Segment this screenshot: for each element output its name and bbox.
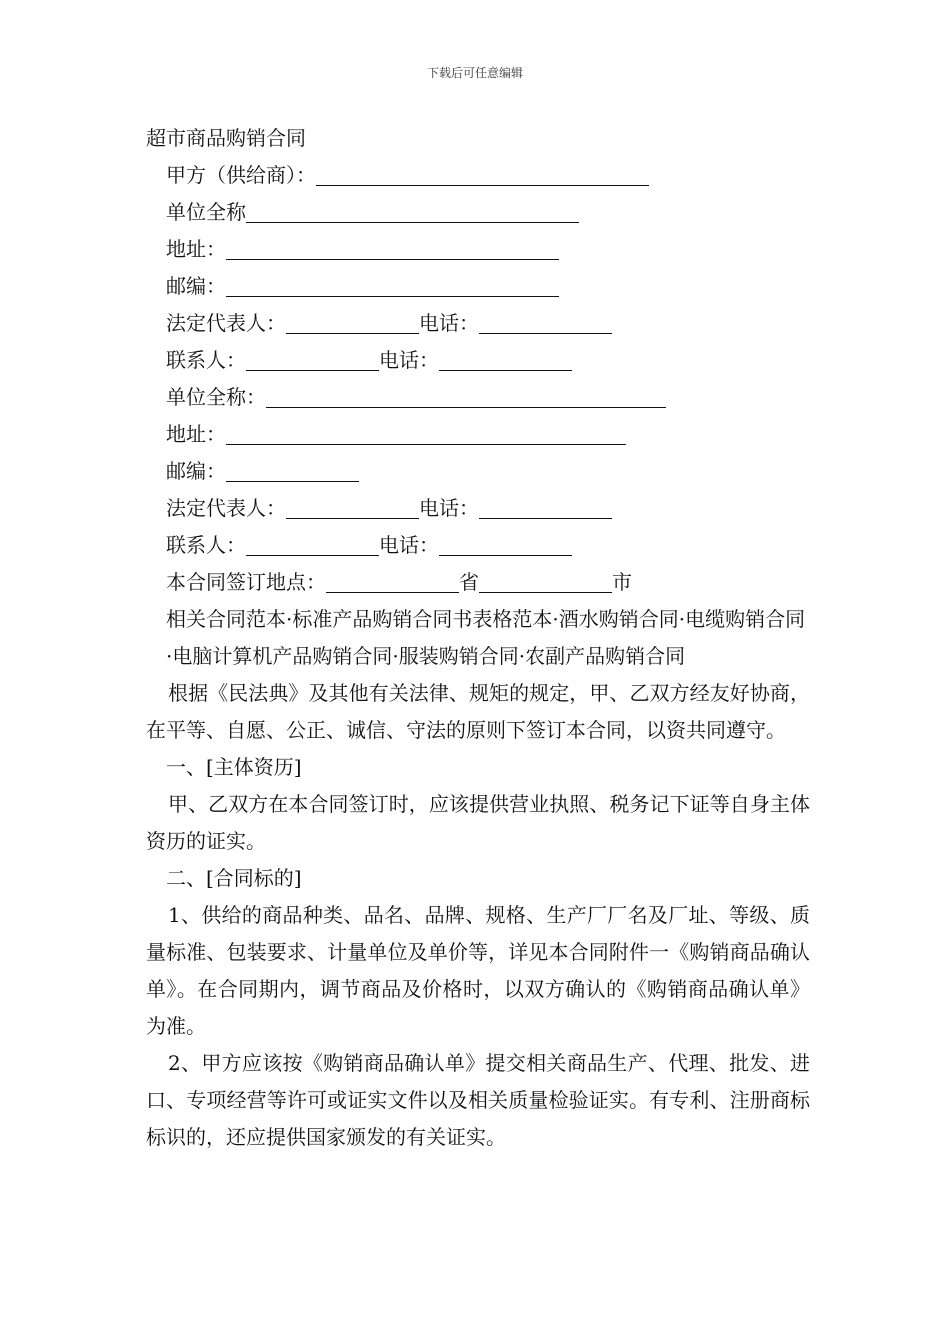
unit-name-blank[interactable] xyxy=(266,383,666,408)
contact-phone-label: 电话： xyxy=(379,348,439,372)
phone-label: 电话： xyxy=(419,496,479,520)
unit-name-blank[interactable] xyxy=(246,198,579,223)
party-b-legal-rep-line xyxy=(146,490,810,527)
contact-label: 联系人： xyxy=(166,348,246,372)
contact-phone-label: 电话： xyxy=(379,533,439,557)
legal-rep-label: 法定代表人： xyxy=(166,496,286,520)
unit-name-label: 单位全称： xyxy=(166,385,266,409)
signing-place-label: 本合同签订地点： xyxy=(166,570,326,594)
province-suffix: 省 xyxy=(459,570,479,594)
contact-blank[interactable] xyxy=(246,346,379,371)
related-templates: 相关合同范本·标准产品购销合同书表格范本·酒水购销合同·电缆购销合同·电脑计算机产品购销合同·服装购销合同·农副产品购销合同 xyxy=(166,607,806,668)
contact-label: 联系人： xyxy=(166,533,246,557)
unit-name-label: 单位全称 xyxy=(166,200,246,224)
party-b-contact-line xyxy=(146,527,810,564)
party-a-label: 甲方（供给商）： xyxy=(166,163,316,187)
section-2-item-1: 1、供给的商品种类、品名、品牌、规格、生产厂厂名及厂址、等级、质量标准、包装要求、计量单位及单价等，详见本合同附件一《购销商品确认单》。在合同期内，调节商品及价格时，以双方确认的《购销商品确认单》为准。 xyxy=(146,903,810,1038)
party-a-address-line xyxy=(146,231,810,268)
intro-paragraph: 根据《民法典》及其他有关法律、规矩的规定，甲、乙双方经友好协商，在平等、自愿、公正、诚信、守法的原则下签订本合同，以资共同遵守。 xyxy=(146,681,810,742)
address-blank[interactable] xyxy=(226,420,626,445)
party-b-postcode-line xyxy=(146,453,810,490)
phone-label: 电话： xyxy=(419,311,479,335)
page-header-note: 下载后可任意编辑 xyxy=(426,66,523,80)
legal-rep-blank[interactable] xyxy=(286,309,419,334)
contact-blank[interactable] xyxy=(246,531,379,556)
postcode-blank[interactable] xyxy=(226,457,359,482)
city-suffix: 市 xyxy=(612,570,632,594)
party-a-contact-line xyxy=(146,342,810,379)
postcode-label: 邮编： xyxy=(166,274,226,298)
party-b-unit-name-line xyxy=(146,379,810,416)
section-2-heading: 二、[合同标的] xyxy=(166,866,302,890)
legal-rep-blank[interactable] xyxy=(286,494,419,519)
section-1-heading: 一、[主体资历] xyxy=(166,755,302,779)
party-a-postcode-line xyxy=(146,268,810,305)
city-blank[interactable] xyxy=(479,568,612,593)
contact-phone-blank[interactable] xyxy=(439,531,572,556)
party-a-legal-rep-line xyxy=(146,305,810,342)
contract-document xyxy=(146,120,810,1156)
province-blank[interactable] xyxy=(326,568,459,593)
legal-rep-label: 法定代表人： xyxy=(166,311,286,335)
section-1-body: 甲、乙双方在本合同签订时，应该提供营业执照、税务记下证等自身主体资历的证实。 xyxy=(146,792,810,853)
party-a-line xyxy=(146,157,810,194)
signing-place-line xyxy=(146,564,810,601)
phone-blank[interactable] xyxy=(479,494,612,519)
contact-phone-blank[interactable] xyxy=(439,346,572,371)
party-a-blank[interactable] xyxy=(316,161,649,186)
section-2-item-2: 2、甲方应该按《购销商品确认单》提交相关商品生产、代理、批发、进口、专项经营等许可或证实文件以及相关质量检验证实。有专利、注册商标标识的，还应提供国家颁发的有关证实。 xyxy=(146,1051,810,1149)
phone-blank[interactable] xyxy=(479,309,612,334)
address-label: 地址： xyxy=(166,237,226,261)
party-a-unit-name-line xyxy=(146,194,810,231)
document-title: 超市商品购销合同 xyxy=(146,126,306,150)
party-b-address-line xyxy=(146,416,810,453)
address-label: 地址： xyxy=(166,422,226,446)
address-blank[interactable] xyxy=(226,235,559,260)
postcode-blank[interactable] xyxy=(226,272,559,297)
postcode-label: 邮编： xyxy=(166,459,226,483)
